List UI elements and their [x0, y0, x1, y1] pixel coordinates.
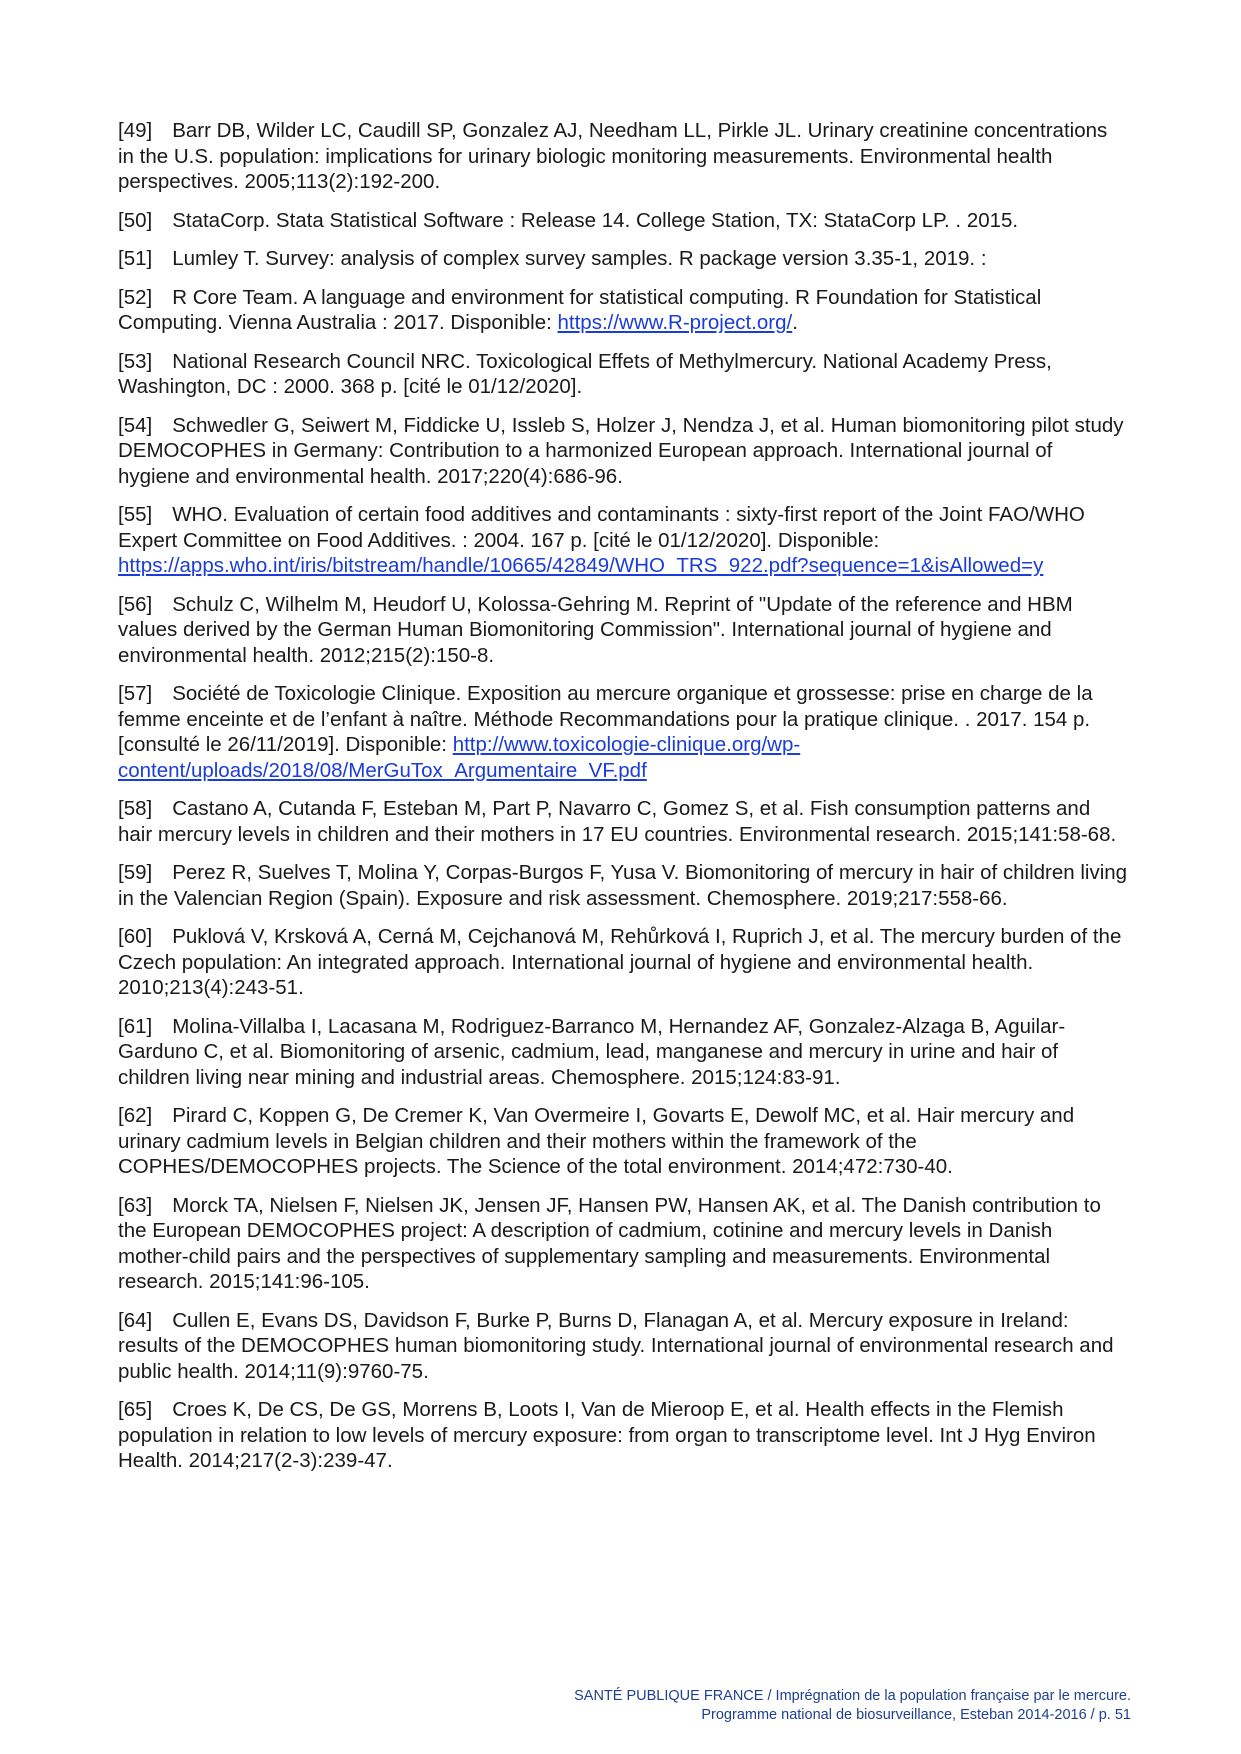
- reference-number: [62]: [118, 1104, 153, 1127]
- reference-number: [59]: [118, 861, 153, 884]
- reference-text: R Core Team. A language and environment for statistical computing. R Foundation for Statistical Computing. Vienna Australia : 2017. Disponible:: [118, 285, 1042, 334]
- footer-page-info: Programme national de biosurveillance, Esteban 2014-2016 / p. 51: [701, 1707, 1131, 1723]
- reference-text: Schwedler G, Seiwert M, Fiddicke U, Issleb S, Holzer J, Nendza J, et al. Human biomonitoring pilot study DEMOCOPHES in Germany: Contribution to a harmonized European approach. International journal of hygiene and environmental health. 2017;220(4):686-96.: [118, 413, 1124, 488]
- reference-text: Perez R, Suelves T, Molina Y, Corpas-Burgos F, Yusa V. Biomonitoring of mercury in hair of children living in the Valencian Region (Spain). Exposure and risk assessment. Chemosphere. 2019;217:558-66.: [118, 861, 1128, 910]
- reference-text: StataCorp. Stata Statistical Software : Release 14. College Station, TX: StataCorp LP. . 2015.: [172, 208, 1019, 232]
- reference-text: Schulz C, Wilhelm M, Heudorf U, Kolossa-Gehring M. Reprint of "Update of the reference and HBM values derived by the German Human Biomonitoring Commission". International journal of hygiene and environmental health. 2012;215(2):150-8.: [118, 592, 1073, 667]
- reference-text: Castano A, Cutanda F, Esteban M, Part P, Navarro C, Gomez S, et al. Fish consumption patterns and hair mercury levels in children and their mothers in 17 EU countries. Environmental research. 2015;141:58-68.: [118, 797, 1117, 846]
- reference-text: WHO. Evaluation of certain food additives and contaminants : sixty-first report of the Joint FAO/WHO Expert Committee on Food Additives. : 2004. 167 p. [cité le 01/12/2020]. Disponible:: [118, 503, 1085, 552]
- reference-63: [118, 1193, 1128, 1295]
- reference-text: Croes K, De CS, De GS, Morrens B, Loots I, Van de Mieroop E, et al. Health effects in the Flemish population in relation to low levels of mercury exposure: from organ to transcriptome level. Int J Hyg Environ Health. 2014;217(2-3):239-47.: [118, 1398, 1096, 1472]
- reference-number: [57]: [118, 682, 153, 705]
- reference-53: [118, 349, 1128, 400]
- reference-text-end: .: [792, 311, 798, 334]
- who-report-link[interactable]: https://apps.who.int/iris/bitstream/handle/10665/42849/WHO_TRS_922.pdf?sequence=1&isAllowed=y: [118, 554, 1044, 577]
- reference-61: [118, 1014, 1128, 1091]
- toxicologie-clinique-link[interactable]: http://www.toxicologie-clinique.org/wp-content/uploads/2018/08/MerGuTox_Argumentaire_VF.pdf: [118, 733, 801, 782]
- reference-number: [64]: [118, 1308, 153, 1332]
- reference-55: [118, 502, 1128, 579]
- reference-number: [51]: [118, 247, 153, 270]
- reference-text: Barr DB, Wilder LC, Caudill SP, Gonzalez AJ, Needham LL, Pirkle JL. Urinary creatinine concentrations in the U.S. population: implications for urinary biologic monitoring measurements. Environmental health perspectives. 2005;113(2):192-200.: [118, 119, 1108, 193]
- reference-number: [56]: [118, 592, 153, 616]
- reference-number: [61]: [118, 1014, 153, 1038]
- reference-58: [118, 796, 1128, 847]
- reference-text: Société de Toxicologie Clinique. Exposition au mercure organique et grossesse: prise en charge de la femme enceinte et de l’enfant à naître. Méthode Recommandations pour la pratique clinique. . 2017. 154 p. [consulté le 26/11/2019]. Disponible:: [118, 682, 1093, 756]
- reference-number: [58]: [118, 797, 153, 820]
- reference-56: [118, 592, 1128, 669]
- reference-65: [118, 1397, 1128, 1474]
- reference-54: [118, 413, 1128, 490]
- reference-number: [63]: [118, 1193, 153, 1217]
- reference-62: [118, 1103, 1128, 1180]
- reference-text: Lumley T. Survey: analysis of complex survey samples. R package version 3.35-1, 2019. :: [172, 247, 987, 270]
- reference-number: [65]: [118, 1398, 153, 1421]
- reference-text: Pirard C, Koppen G, De Cremer K, Van Overmeire I, Govarts E, Dewolf MC, et al. Hair mercury and urinary cadmium levels in Belgian children and their mothers within the framework of the COPHES/DEMOCOPHES projects. The Science of the total environment. 2014;472:730-40.: [118, 1104, 1075, 1178]
- reference-50: [118, 208, 1128, 234]
- reference-text: Molina-Villalba I, Lacasana M, Rodriguez-Barranco M, Hernandez AF, Gonzalez-Alzaga B, Aguilar-Garduno C, et al. Biomonitoring of arsenic, cadmium, lead, manganese and mercury in urine and hair of children living near mining and industrial areas. Chemosphere. 2015;124:83-91.: [118, 1014, 1066, 1089]
- reference-52: [118, 285, 1128, 336]
- reference-number: [60]: [118, 925, 153, 948]
- reference-text: Morck TA, Nielsen F, Nielsen JK, Jensen JF, Hansen PW, Hansen AK, et al. The Danish contribution to the European DEMOCOPHES project: A description of cadmium, cotinine and mercury levels in Danish mother-child pairs and the perspectives of supplementary sampling and measurements. Environmental research. 2015;141:96-105.: [118, 1193, 1101, 1293]
- footer-title: SANTÉ PUBLIQUE FRANCE / Imprégnation de la population française par le mercure.: [574, 1688, 1131, 1704]
- reference-text: Cullen E, Evans DS, Davidson F, Burke P, Burns D, Flanagan A, et al. Mercury exposure in Ireland: results of the DEMOCOPHES human biomonitoring study. International journal of environmental research and public health. 2014;11(9):9760-75.: [118, 1308, 1114, 1383]
- reference-number: [53]: [118, 349, 153, 373]
- page-footer: [574, 1687, 1131, 1725]
- reference-list: [118, 118, 1128, 1487]
- reference-number: [49]: [118, 119, 153, 142]
- reference-number: [50]: [118, 208, 153, 232]
- reference-49: [118, 118, 1128, 195]
- reference-number: [54]: [118, 413, 153, 437]
- reference-60: [118, 924, 1128, 1001]
- reference-text: National Research Council NRC. Toxicological Effets of Methylmercury. National Academy Press, Washington, DC : 2000. 368 p. [cité le 01/12/2020].: [118, 349, 1052, 398]
- reference-57: [118, 681, 1128, 783]
- reference-number: [52]: [118, 285, 153, 309]
- reference-59: [118, 860, 1128, 911]
- reference-number: [55]: [118, 503, 153, 526]
- reference-text: Puklová V, Krsková A, Cerná M, Cejchanová M, Rehůrková I, Ruprich J, et al. The mercury burden of the Czech population: An integrated approach. International journal of hygiene and environmental health. 2010;213(4):243-51.: [118, 925, 1122, 999]
- reference-51: [118, 246, 1128, 272]
- r-project-link[interactable]: https://www.R-project.org/: [557, 311, 793, 334]
- reference-64: [118, 1308, 1128, 1385]
